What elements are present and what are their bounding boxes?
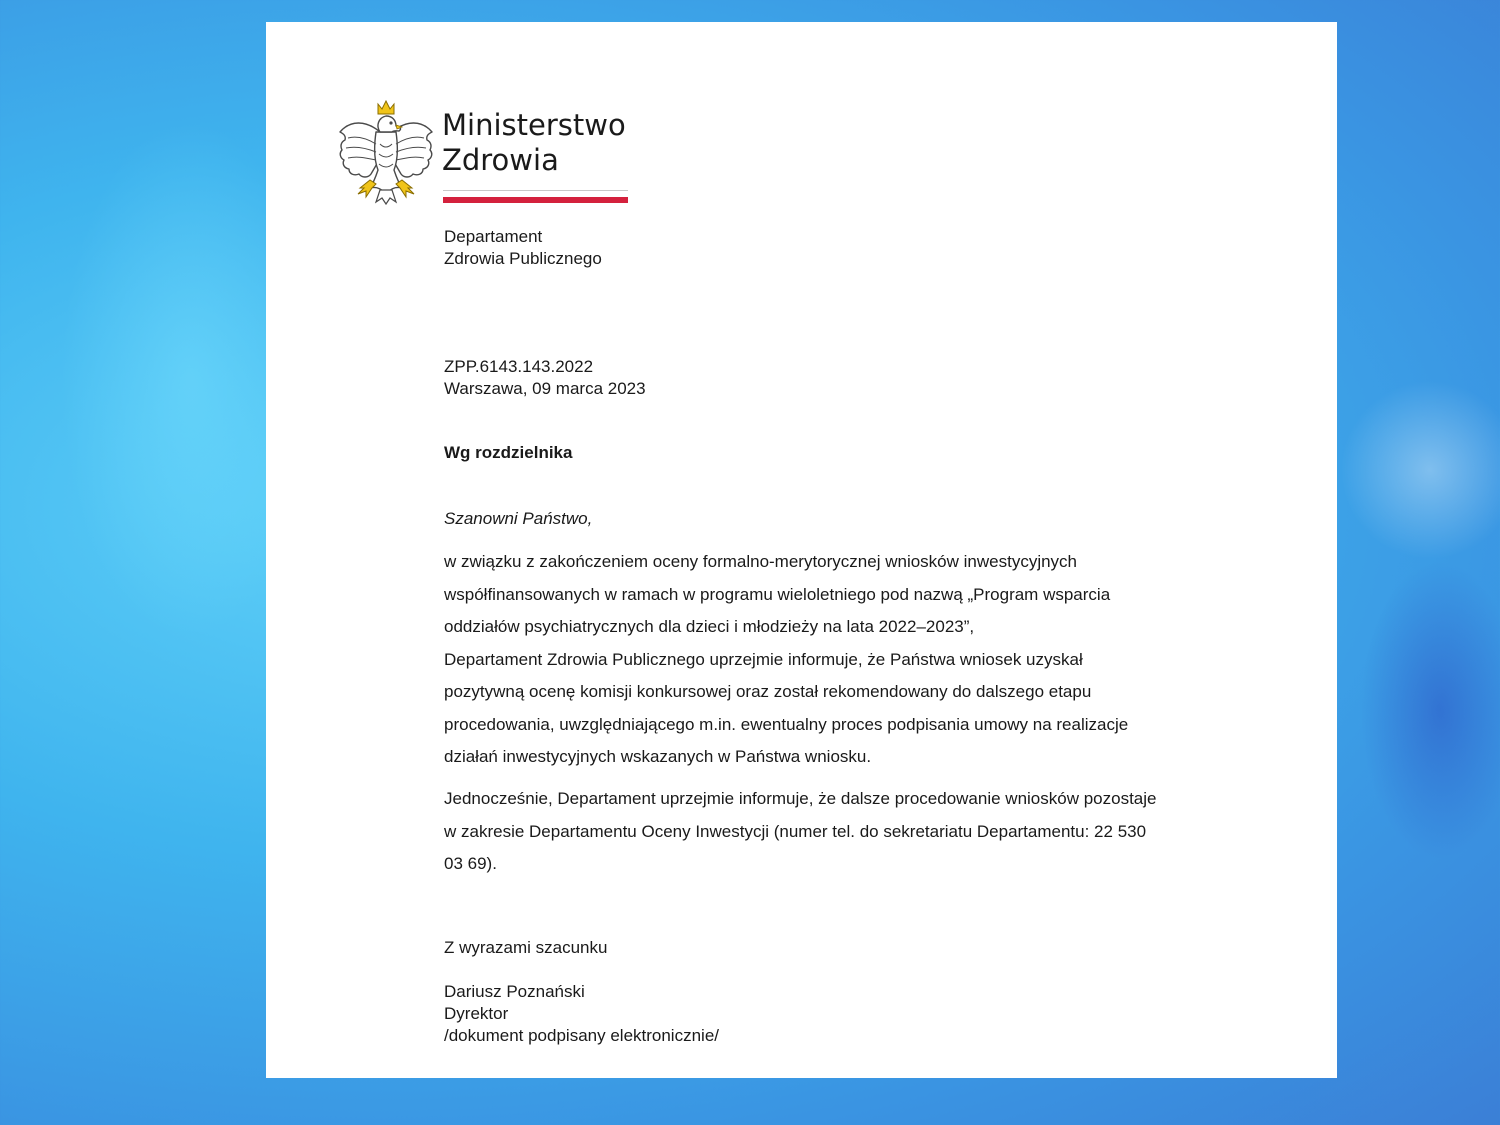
paragraph-1-part2: Departament Zdrowia Publicznego uprzejmie informuje, że Państwa wniosek uzyskał pozytywną ocenę komisji konkursowej oraz został rekomendowany do dalszego etapu procedowania, uwzględniającego m.in. ewentualny proces podpisania umowy na realizacje działań inwestycyjnych wskazanych w Państwa wniosku. [444, 649, 1129, 766]
recipient: Wg rozdzielnika [444, 443, 573, 462]
place-date: Warszawa, 09 marca 2023 [444, 379, 646, 398]
signatory-name: Dariusz Poznański [444, 982, 585, 1001]
background-shadow [1360, 560, 1500, 860]
polish-eagle-emblem-icon [336, 98, 436, 206]
reference-number: ZPP.6143.143.2022 [444, 357, 594, 376]
paragraph-2: Jednocześnie, Departament uprzejmie informuje, że dalsze procedowanie wniosków pozostaje w zakresie Departamentu Oceny Inwestycji (numer tel. do sekretariatu Departamentu: 22 530 03 69). [444, 789, 1157, 873]
signature-block [444, 981, 719, 1047]
paragraph-1-part1: w związku z zakończeniem oceny formalno-merytorycznej wniosków inwestycyjnych współfinansowanych w ramach w programu wieloletniego pod nazwą „Program wsparcia oddziałów psychiatrycznych dla dzieci i młodzieży na lata 2022–2023”, [444, 552, 1111, 636]
ministry-name-line2: Zdrowia [442, 143, 559, 177]
department-line1: Departament [444, 227, 543, 246]
signature-note: /dokument podpisany elektronicznie/ [444, 1026, 719, 1045]
paragraph-1 [444, 546, 1164, 774]
header-rule-grey [443, 190, 628, 191]
ministry-name-line1: Ministerstwo [442, 108, 626, 142]
letter-page [266, 22, 1337, 1078]
greeting: Szanowni Państwo, [444, 509, 593, 528]
closing: Z wyrazami szacunku [444, 938, 608, 957]
ministry-name [442, 108, 626, 178]
signatory-title: Dyrektor [444, 1004, 509, 1023]
department-name [444, 226, 602, 270]
letter-meta [444, 356, 646, 400]
department-line2: Zdrowia Publicznego [444, 249, 602, 268]
header-rule-red [443, 197, 628, 203]
background-highlight [1340, 380, 1500, 560]
